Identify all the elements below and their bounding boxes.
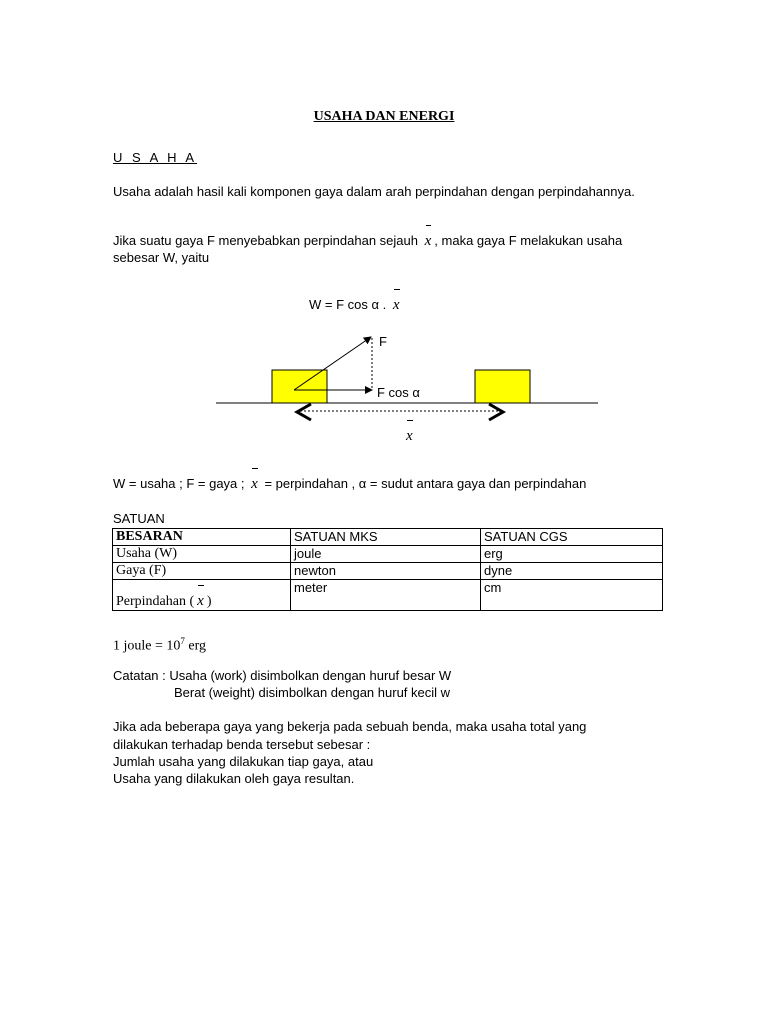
cell-usaha-cgs: erg — [481, 546, 663, 563]
intro-line-1-after: , maka gaya F melakukan usaha — [434, 233, 623, 248]
legend-x-symbol: x — [248, 476, 261, 492]
intro-line-2: sebesar W, yaitu — [113, 250, 210, 265]
label-x-symbol: x — [403, 428, 416, 444]
catatan-line-2: Berat (weight) disimbolkan dengan huruf kecil w — [174, 685, 451, 700]
table-row — [113, 546, 663, 563]
closing-line-4: Usaha yang dilakukan oleh gaya resultan. — [113, 771, 355, 786]
perpindahan-label-after: ) — [206, 594, 212, 609]
cell-gaya-cgs: dyne — [481, 563, 663, 580]
cell-gaya-mks: newton — [291, 563, 481, 580]
catatan-line-1: Catatan : Usaha (work) disimbolkan dengan huruf besar W — [113, 668, 452, 683]
label-x-displacement — [403, 428, 416, 445]
cell-perpindahan-mks: meter — [291, 580, 481, 611]
table-header-row — [113, 529, 663, 546]
page-title: USAHA DAN ENERGI — [313, 109, 455, 124]
formula-x-symbol: x — [390, 297, 403, 313]
conversion-unit: erg — [184, 638, 207, 654]
closing-line-3: Jumlah usaha yang dilakukan tiap gaya, atau — [113, 754, 374, 769]
force-vector-arrow — [294, 337, 371, 390]
cell-usaha-mks: joule — [291, 546, 481, 563]
table-row — [113, 580, 663, 611]
right-chevron-icon — [489, 404, 503, 420]
satuan-heading: SATUAN — [113, 511, 165, 526]
section-heading-usaha: U S A H A — [113, 150, 198, 165]
cell-perpindahan — [113, 580, 291, 611]
formula-lhs: W = F cos α . — [309, 297, 387, 312]
perpindahan-label-before: Perpindahan ( — [116, 594, 195, 609]
closing-line-2: dilakukan terhadap benda tersebut sebesar : — [113, 737, 371, 752]
table-row — [113, 563, 663, 580]
legend-x-part: = perpindahan , α = sudut antara gaya dan perpindahan — [264, 476, 587, 491]
conversion-line — [113, 633, 206, 655]
conversion-lhs: 1 joule = 10 — [113, 638, 181, 654]
closing-line-1: Jika ada beberapa gaya yang bekerja pada sebuah benda, maka usaha total yang — [113, 719, 587, 734]
label-Fcos-alpha: F cos α — [377, 385, 420, 400]
definition-text: Usaha adalah hasil kali komponen gaya dalam arah perpindahan dengan perpindahannya. — [113, 184, 635, 199]
cell-usaha: Usaha (W) — [113, 546, 291, 563]
header-satuan-mks: SATUAN MKS — [291, 529, 481, 546]
header-besaran: BESARAN — [113, 529, 291, 546]
perpindahan-x-symbol: x — [194, 593, 207, 609]
intro-line-1-before: Jika suatu gaya F menyebabkan perpindahan sejauh — [113, 233, 418, 248]
cell-gaya: Gaya (F) — [113, 563, 291, 580]
block-end — [475, 370, 530, 403]
header-satuan-cgs: SATUAN CGS — [481, 529, 663, 546]
left-chevron-icon — [297, 404, 311, 420]
x-vector-symbol: x — [422, 233, 435, 249]
cell-perpindahan-cgs: cm — [481, 580, 663, 611]
units-table — [112, 528, 663, 611]
conversion-exponent: 7 — [180, 636, 185, 646]
label-F: F — [379, 334, 387, 349]
legend-line — [113, 476, 586, 492]
legend-w-part: W = usaha ; F = gaya ; — [113, 476, 245, 491]
